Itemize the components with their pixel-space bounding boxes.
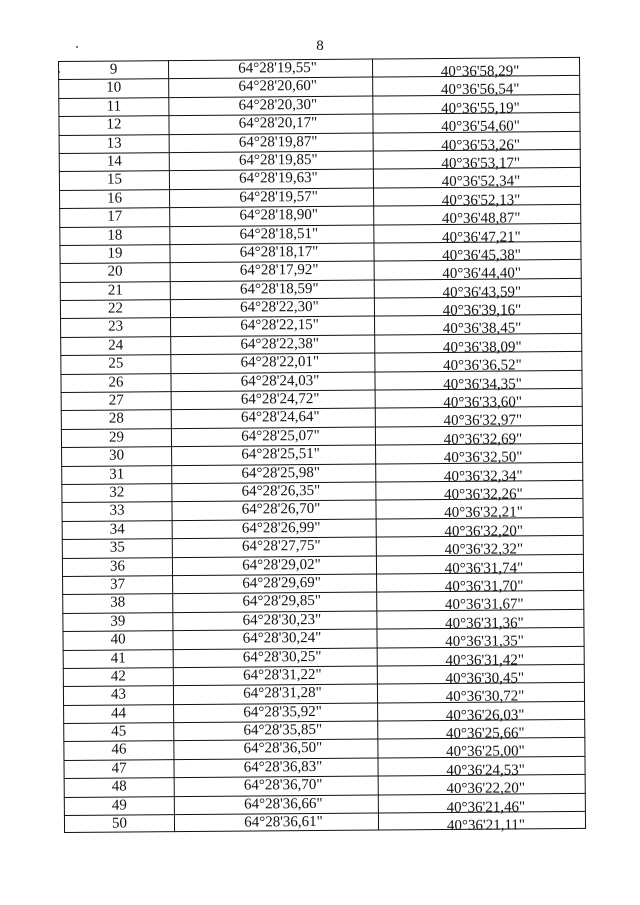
longitude-cell: 40°36'32,50": [375, 443, 583, 463]
point-number-cell: 45: [63, 722, 173, 741]
latitude-cell: 64°28'30,25": [173, 647, 377, 667]
point-number-cell: 42: [63, 667, 173, 686]
longitude-cell: 40°36'38,09": [374, 333, 582, 353]
latitude-cell: 64°28'22,01": [170, 353, 374, 373]
longitude-cell: 40°36'25,00": [377, 737, 585, 757]
longitude-cell: 40°36'53,17": [373, 149, 581, 169]
latitude-cell: 64°28'24,72": [171, 390, 375, 410]
longitude-cell: 40°36'32,34": [375, 461, 583, 481]
longitude-cell: 40°36'30,45": [377, 664, 585, 684]
latitude-cell: 64°28'35,92": [173, 702, 377, 722]
latitude-cell: 64°28'25,51": [171, 445, 375, 465]
latitude-cell: 64°28'19,57": [169, 187, 373, 207]
longitude-cell: 40°36'33,60": [375, 388, 583, 408]
point-number-cell: 50: [64, 814, 174, 833]
latitude-cell: 64°28'19,55": [168, 59, 372, 79]
latitude-cell: 64°28'26,35": [171, 482, 375, 502]
longitude-cell: 40°36'22,20": [378, 774, 586, 794]
point-number-cell: 30: [61, 446, 171, 465]
latitude-cell: 64°28'19,87": [169, 132, 373, 152]
longitude-cell: 40°36'54,60": [372, 112, 580, 132]
longitude-cell: 40°36'21,11": [378, 811, 586, 831]
latitude-cell: 64°28'25,98": [171, 463, 375, 483]
latitude-cell: 64°28'17,92": [170, 261, 374, 281]
longitude-cell: 40°36'32,32": [376, 535, 584, 555]
longitude-cell: 40°36'39,16": [374, 296, 582, 316]
latitude-cell: 64°28'29,02": [172, 555, 376, 575]
point-number-cell: 23: [60, 318, 170, 337]
longitude-cell: 40°36'30,72": [377, 682, 585, 702]
latitude-cell: 64°28'22,15": [170, 316, 374, 336]
latitude-cell: 64°28'24,03": [170, 371, 374, 391]
latitude-cell: 64°28'26,99": [172, 518, 376, 538]
latitude-cell: 64°28'24,64": [171, 408, 375, 428]
longitude-cell: 40°36'52,34": [373, 167, 581, 187]
latitude-cell: 64°28'19,85": [169, 150, 373, 170]
latitude-cell: 64°28'26,70": [171, 500, 375, 520]
point-number-cell: 12: [58, 115, 168, 134]
longitude-cell: 40°36'31,36": [376, 609, 584, 629]
point-number-cell: 19: [59, 244, 169, 263]
point-number-cell: 20: [60, 262, 170, 281]
longitude-cell: 40°36'21,46": [378, 793, 586, 813]
longitude-cell: 40°36'55,19": [372, 94, 580, 114]
latitude-cell: 64°28'18,51": [169, 224, 373, 244]
longitude-cell: 40°36'32,69": [375, 425, 583, 445]
longitude-cell: 40°36'31,42": [377, 645, 585, 665]
longitude-cell: 40°36'31,35": [376, 627, 584, 647]
latitude-cell: 64°28'29,85": [172, 592, 376, 612]
point-number-cell: 14: [59, 152, 169, 171]
point-number-cell: 41: [63, 649, 173, 668]
point-number-cell: 35: [62, 538, 172, 557]
latitude-cell: 64°28'22,38": [170, 334, 374, 354]
latitude-cell: 64°28'35,85": [173, 721, 377, 741]
point-number-cell: 26: [60, 373, 170, 392]
latitude-cell: 64°28'19,63": [169, 169, 373, 189]
point-number-cell: 33: [61, 501, 171, 520]
point-number-cell: 44: [63, 704, 173, 723]
longitude-cell: 40°36'24,53": [377, 756, 585, 776]
longitude-cell: 40°36'26,03": [377, 701, 585, 721]
latitude-cell: 64°28'18,59": [170, 279, 374, 299]
point-number-cell: 16: [59, 189, 169, 208]
coordinates-table: [58, 57, 586, 833]
point-number-cell: 24: [60, 336, 170, 355]
point-number-cell: 27: [61, 391, 171, 410]
page-number: 8: [316, 38, 324, 54]
longitude-cell: 40°36'32,26": [375, 480, 583, 500]
point-number-cell: 13: [59, 134, 169, 153]
point-number-cell: 37: [62, 575, 172, 594]
point-number-cell: 36: [62, 557, 172, 576]
latitude-cell: 64°28'25,07": [171, 426, 375, 446]
longitude-cell: 40°36'34,35": [374, 370, 582, 390]
latitude-cell: 64°28'27,75": [172, 537, 376, 557]
latitude-cell: 64°28'20,17": [168, 114, 372, 134]
longitude-cell: 40°36'36,52": [374, 351, 582, 371]
point-number-cell: 38: [62, 593, 172, 612]
point-number-cell: 32: [61, 483, 171, 502]
longitude-cell: 40°36'56,54": [372, 75, 580, 95]
longitude-cell: 40°36'31,74": [376, 553, 584, 573]
point-number-cell: 31: [61, 465, 171, 484]
point-number-cell: 29: [61, 428, 171, 447]
point-number-cell: 40: [62, 630, 172, 649]
latitude-cell: 64°28'31,28": [173, 684, 377, 704]
latitude-cell: 64°28'18,17": [169, 242, 373, 262]
longitude-cell: 40°36'32,97": [375, 406, 583, 426]
table-row: [64, 811, 586, 833]
longitude-cell: 40°36'44,40": [374, 259, 582, 279]
point-number-cell: 15: [59, 170, 169, 189]
longitude-cell: 40°36'45,38": [373, 241, 581, 261]
latitude-cell: 64°28'36,70": [174, 776, 378, 796]
point-number-cell: 49: [64, 796, 174, 815]
point-number-cell: 9: [58, 60, 168, 79]
longitude-cell: 40°36'32,20": [376, 517, 584, 537]
point-number-cell: 47: [63, 759, 173, 778]
point-number-cell: 39: [62, 612, 172, 631]
latitude-cell: 64°28'30,23": [172, 610, 376, 630]
point-number-cell: 25: [60, 354, 170, 373]
point-number-cell: 18: [59, 226, 169, 245]
point-number-cell: 28: [61, 410, 171, 429]
latitude-cell: 64°28'36,66": [174, 794, 378, 814]
latitude-cell: 64°28'36,61": [174, 813, 378, 833]
longitude-cell: 40°36'32,21": [375, 498, 583, 518]
point-number-cell: 48: [64, 777, 174, 796]
longitude-cell: 40°36'25,66": [377, 719, 585, 739]
latitude-cell: 64°28'20,60": [168, 77, 372, 97]
point-number-cell: 43: [63, 685, 173, 704]
latitude-cell: 64°28'31,22": [173, 665, 377, 685]
point-number-cell: 34: [62, 520, 172, 539]
longitude-cell: 40°36'53,26": [373, 130, 581, 150]
point-number-cell: 11: [58, 97, 168, 116]
longitude-cell: 40°36'58,29": [372, 57, 580, 77]
longitude-cell: 40°36'43,59": [374, 278, 582, 298]
point-number-cell: 22: [60, 299, 170, 318]
longitude-cell: 40°36'48,87": [373, 204, 581, 224]
point-number-cell: 46: [63, 741, 173, 760]
longitude-cell: 40°36'52,13": [373, 186, 581, 206]
longitude-cell: 40°36'31,70": [376, 572, 584, 592]
longitude-cell: 40°36'31,67": [376, 590, 584, 610]
latitude-cell: 64°28'22,30": [170, 298, 374, 318]
point-number-cell: 21: [60, 281, 170, 300]
scan-speck: [76, 46, 78, 48]
point-number-cell: 17: [59, 207, 169, 226]
latitude-cell: 64°28'29,69": [172, 573, 376, 593]
latitude-cell: 64°28'30,24": [172, 629, 376, 649]
longitude-cell: 40°36'38,45": [374, 314, 582, 334]
longitude-cell: 40°36'47,21": [373, 222, 581, 242]
latitude-cell: 64°28'18,90": [169, 206, 373, 226]
latitude-cell: 64°28'36,83": [173, 757, 377, 777]
latitude-cell: 64°28'20,30": [168, 95, 372, 115]
point-number-cell: 10: [58, 79, 168, 98]
latitude-cell: 64°28'36,50": [173, 739, 377, 759]
